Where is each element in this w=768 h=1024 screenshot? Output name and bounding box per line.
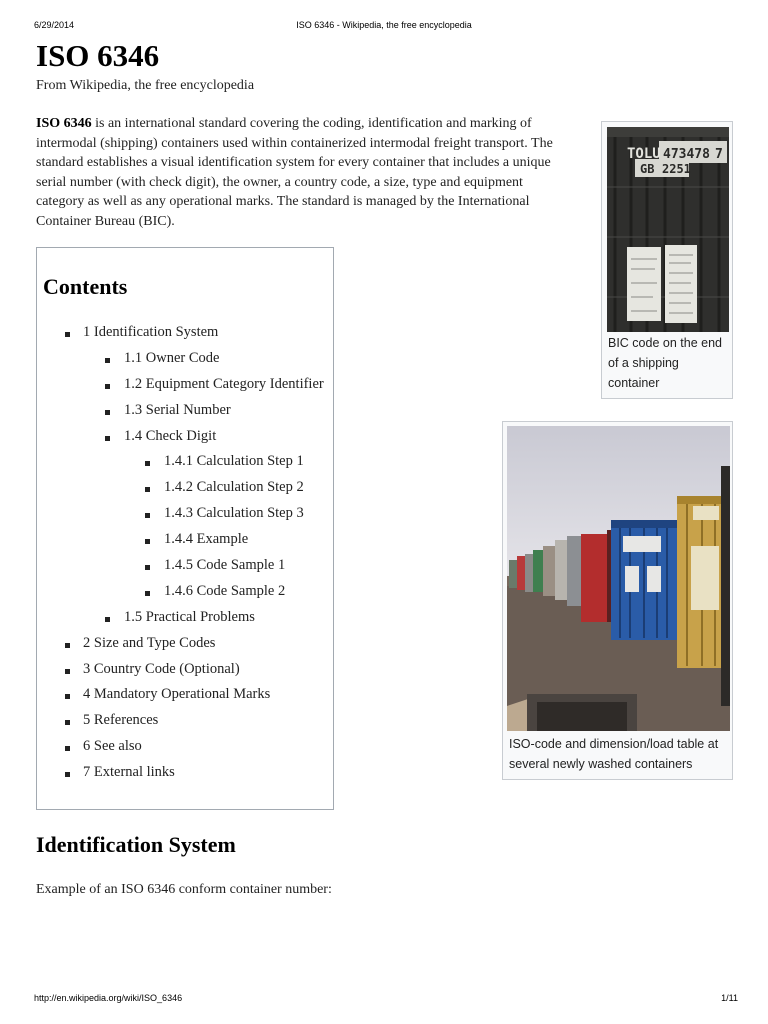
toc-item[interactable] — [37, 712, 333, 738]
toc-item[interactable] — [37, 479, 333, 505]
figure-caption: BIC code on the end of a shipping container — [608, 336, 722, 390]
toc-item[interactable] — [37, 453, 333, 479]
bullet-icon — [105, 436, 110, 441]
figure-bic-code — [601, 121, 733, 399]
toc-item[interactable] — [37, 324, 333, 350]
bic-country-code: GB — [640, 162, 655, 176]
toc-item-label[interactable]: 1.2 Equipment Category Identifier — [124, 375, 324, 392]
toc-item-label[interactable]: 7 External links — [83, 764, 175, 781]
bullet-icon — [105, 384, 110, 389]
toc-item[interactable] — [37, 738, 333, 764]
bullet-icon — [145, 591, 150, 596]
table-of-contents — [36, 247, 334, 810]
page-subtitle: From Wikipedia, the free encyclopedia — [36, 78, 255, 93]
toc-item[interactable] — [37, 686, 333, 712]
print-url: http://en.wikipedia.org/wiki/ISO_6346 — [34, 993, 183, 1003]
intro-text: is an international standard covering the coding, identification and marking of intermodal (shipping) containers used within containerized intermodal freight transport. The standard establishes a visual identification system for every container that includes a unique serial number (with check digit), the owner, a country code, a size, type and equipment category as well as any operational marks. The standard is managed by the International Container Bureau (BIC). — [36, 116, 553, 229]
bic-owner-code: TOLU — [627, 146, 661, 162]
toc-item-label[interactable]: 6 See also — [83, 738, 142, 755]
bullet-icon — [145, 487, 150, 492]
bullet-icon — [105, 410, 110, 415]
bullet-icon — [145, 513, 150, 518]
intro-paragraph — [36, 114, 568, 232]
bullet-icon — [145, 565, 150, 570]
toc-item-label[interactable]: 1.5 Practical Problems — [124, 608, 255, 625]
toc-item[interactable] — [37, 428, 333, 454]
bullet-icon — [145, 461, 150, 466]
bullet-icon — [65, 694, 70, 699]
toc-item-label[interactable]: 2 Size and Type Codes — [83, 634, 216, 651]
bic-check-digit: 7 — [715, 147, 723, 162]
bullet-icon — [65, 643, 70, 648]
toc-item[interactable] — [37, 402, 333, 428]
toc-item-label[interactable]: 1.4.2 Calculation Step 2 — [164, 479, 304, 496]
toc-item-label[interactable]: 5 References — [83, 712, 159, 729]
toc-item-label[interactable]: 1.4.1 Calculation Step 1 — [164, 453, 304, 470]
bullet-icon — [65, 669, 70, 674]
toc-item-label[interactable]: 1.4.5 Code Sample 1 — [164, 557, 286, 574]
print-date: 6/29/2014 — [34, 20, 75, 30]
figure-caption: ISO-code and dimension/load table at several newly washed containers — [509, 737, 719, 771]
toc-item-label[interactable]: 1 Identification System — [83, 324, 219, 340]
toc-item-label[interactable]: 1.4.6 Code Sample 2 — [164, 582, 286, 599]
section-text: Example of an ISO 6346 conform container number: — [36, 882, 332, 897]
toc-item[interactable] — [37, 764, 333, 790]
figure-container-yard — [502, 421, 733, 780]
intro-bold-term: ISO 6346 — [36, 116, 92, 131]
toc-item-label[interactable]: 1.3 Serial Number — [124, 401, 231, 418]
bullet-icon — [65, 772, 70, 777]
bic-size-type: 2251 — [662, 162, 691, 176]
print-page-title: ISO 6346 - Wikipedia, the free encyclopedia — [296, 20, 472, 30]
toc-list — [37, 324, 333, 790]
print-page-number: 1/11 — [721, 993, 738, 1003]
bullet-icon — [105, 358, 110, 363]
toc-item-label[interactable]: 1.4.3 Calculation Step 3 — [164, 505, 304, 522]
toc-item[interactable] — [37, 376, 333, 402]
toc-item[interactable] — [37, 557, 333, 583]
toc-item[interactable] — [37, 661, 333, 687]
bullet-icon — [65, 746, 70, 751]
page-title: ISO 6346 — [36, 38, 160, 73]
toc-item-label[interactable]: 3 Country Code (Optional) — [83, 660, 240, 677]
container-yard-image — [507, 426, 730, 731]
bullet-icon — [105, 617, 110, 622]
bullet-icon — [65, 332, 70, 337]
container-end-image — [607, 127, 729, 332]
toc-item[interactable] — [37, 583, 333, 609]
bic-code-photo[interactable] — [607, 127, 729, 332]
bullet-icon — [145, 539, 150, 544]
bic-serial-number: 473478 — [663, 147, 710, 162]
toc-item[interactable] — [37, 350, 333, 376]
toc-item[interactable] — [37, 609, 333, 635]
bullet-icon — [65, 720, 70, 725]
container-yard-photo[interactable] — [507, 426, 730, 731]
section-heading: Identification System — [36, 832, 236, 857]
toc-item[interactable] — [37, 635, 333, 661]
toc-item-label[interactable]: 1.1 Owner Code — [124, 349, 220, 366]
toc-item-label[interactable]: 1.4 Check Digit — [124, 427, 217, 444]
toc-item[interactable] — [37, 531, 333, 557]
toc-item-label[interactable]: 1.4.4 Example — [164, 531, 249, 548]
toc-title: Contents — [43, 274, 128, 299]
toc-item[interactable] — [37, 505, 333, 531]
toc-item-label[interactable]: 4 Mandatory Operational Marks — [83, 686, 271, 703]
